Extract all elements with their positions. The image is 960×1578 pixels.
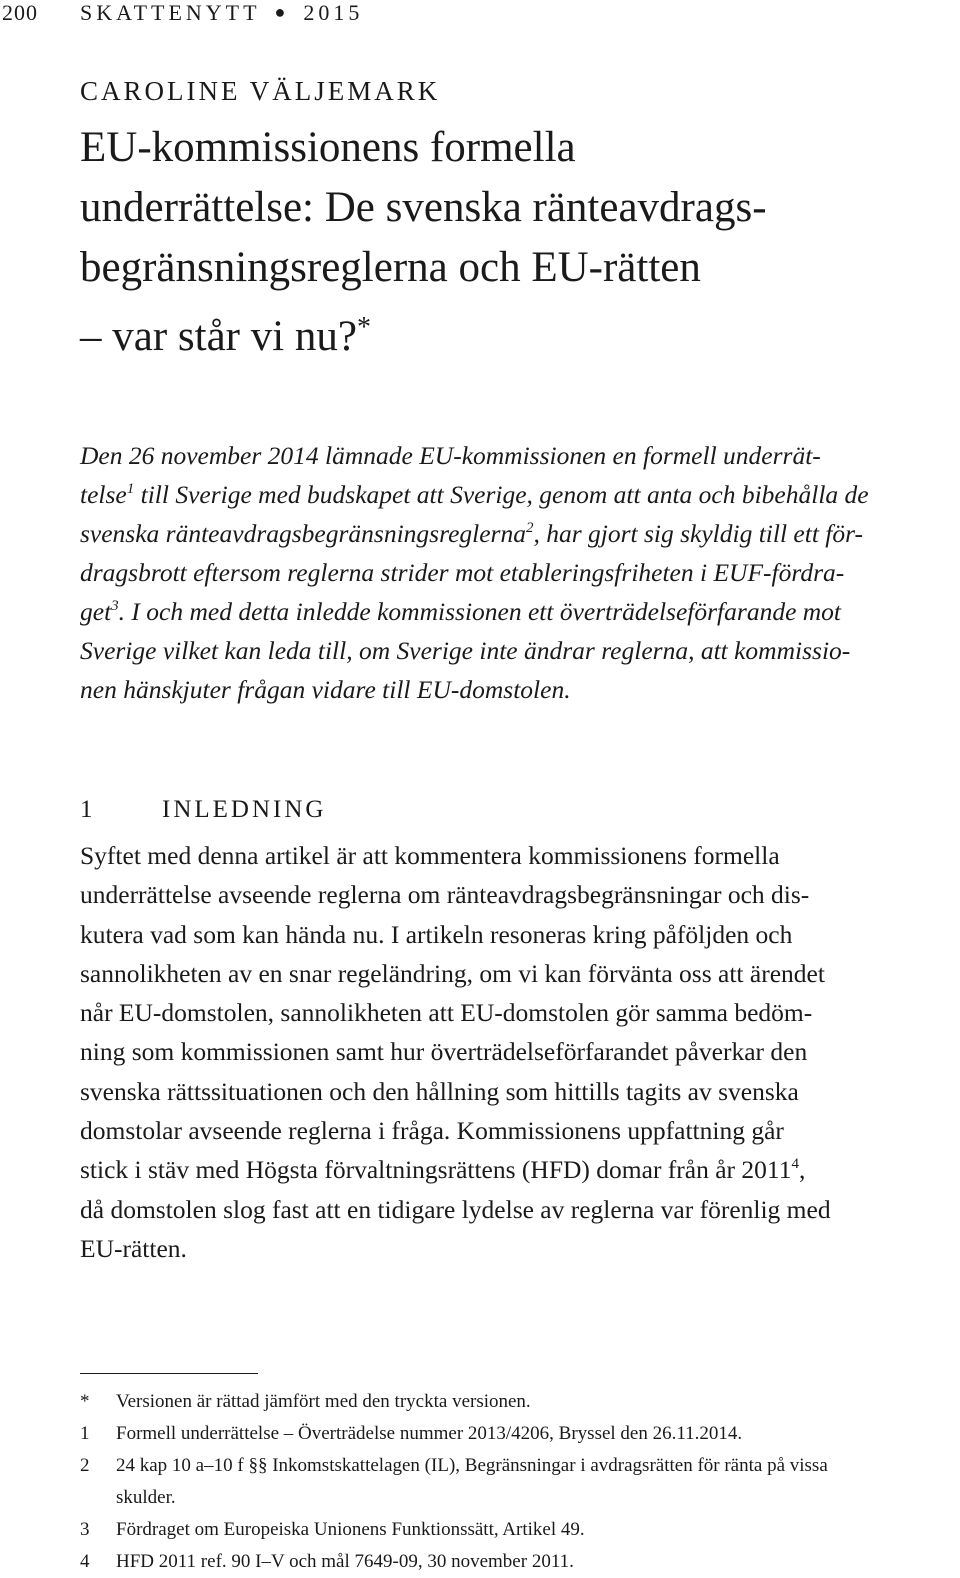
section-title: INLEDNING	[162, 796, 327, 823]
body-line: kutera vad som kan hända nu. I artikeln resoneras kring påföljden och	[80, 919, 793, 949]
footnote-item	[80, 1514, 955, 1546]
abstract-line	[80, 592, 955, 631]
abstract-line: nen hänskjuter frågan vidare till EU-domstolen.	[80, 675, 571, 704]
body-line: domstolar avseende reglerna i fråga. Kommissionens uppfattning går	[80, 1116, 784, 1146]
title-text: – var står vi nu?	[80, 313, 358, 360]
footnote-ref-4[interactable]: 4	[791, 1156, 799, 1173]
footnote-ref-1[interactable]: 1	[126, 481, 135, 497]
body-paragraph	[80, 836, 955, 1268]
abstract-line	[80, 514, 955, 553]
footnote-item	[80, 1418, 955, 1450]
footnote-text: Formell underrättelse – Överträdelse nummer 2013/4206, Bryssel den 26.11.2014.	[116, 1423, 743, 1444]
footnote-text: 24 kap 10 a–10 f §§ Inkomstskattelagen (IL), Begränsningar i avdragsrätten för ränta på vissa	[116, 1455, 828, 1476]
section-heading	[80, 796, 326, 824]
body-line: når EU-domstolen, sannolikheten att EU-domstolen gör samma bedöm-	[80, 998, 813, 1028]
journal-title: SKATTENYTT	[80, 0, 261, 25]
article-title	[80, 118, 940, 367]
title-line: EU-kommissionens formella	[80, 124, 576, 171]
body-line: underrättelse avseende reglerna om ränteavdragsbegränsningar och dis-	[80, 880, 810, 910]
abstract-line	[80, 475, 955, 514]
title-line: underrättelse: De svenska ränteavdrags-	[80, 184, 767, 231]
abstract-text: telse	[80, 480, 127, 509]
footnote-mark: 1	[80, 1423, 90, 1444]
abstract-text: till Sverige med budskapet att Sverige, genom att anta och bibehålla de	[134, 480, 869, 509]
page-number: 200	[2, 0, 38, 25]
footnote-mark: 3	[80, 1519, 90, 1540]
footnote-ref-2[interactable]: 2	[525, 520, 534, 536]
bullet-separator-icon: ●	[274, 2, 290, 22]
footnote-text: HFD 2011 ref. 90 I–V och mål 7649-09, 30 november 2011.	[116, 1551, 574, 1572]
footnote-item	[80, 1546, 955, 1578]
footnote-mark: 4	[80, 1551, 90, 1572]
section-number: 1	[80, 796, 96, 823]
abstract-text: svenska ränteavdragsbegränsningsreglerna	[80, 519, 526, 548]
footnote-item	[80, 1450, 955, 1514]
abstract-text: . I och med detta inledde kommissionen ett överträdelseförfarande mot	[118, 597, 842, 626]
body-line: sannolikheten av en snar regeländring, om vi kan förvänta oss att ärendet	[80, 958, 825, 988]
footnote-divider	[80, 1373, 258, 1374]
body-text: ,	[798, 1155, 806, 1185]
body-text: stick i stäv med Högsta förvaltningsrättens (HFD) domar från år 2011	[80, 1155, 792, 1185]
footnote-mark: 2	[80, 1455, 90, 1476]
asterisk-footnote-ref[interactable]: *	[357, 312, 372, 343]
body-line: ning som kommissionen samt hur överträdelseförfarandet påverkar den	[80, 1037, 808, 1067]
journal-year: 2015	[303, 0, 364, 25]
running-header	[0, 0, 960, 28]
body-line: då domstolen slog fast att en tidigare lydelse av reglerna var förenlig med	[80, 1194, 831, 1224]
footnote-ref-3[interactable]: 3	[111, 598, 119, 614]
abstract	[80, 436, 955, 709]
journal-name	[80, 0, 363, 26]
title-line-last	[80, 298, 940, 367]
body-line: Syftet med denna artikel är att kommentera kommissionens formella	[80, 841, 780, 870]
footnote-text-continuation: skulder.	[116, 1487, 176, 1508]
abstract-text: , har gjort sig skyldig till ett för-	[533, 519, 864, 548]
body-line: svenska rättssituationen och den hållning som hittills tagits av svenska	[80, 1076, 799, 1106]
footnote-mark: *	[80, 1391, 90, 1412]
footnotes	[80, 1386, 955, 1578]
body-line: EU-rätten.	[80, 1233, 187, 1263]
footnote-text: Versionen är rättad jämfört med den tryckta versionen.	[116, 1391, 531, 1412]
abstract-text: get	[80, 597, 112, 626]
author-name: CAROLINE VÄLJEMARK	[80, 76, 441, 106]
title-line: begränsningsreglerna och EU-rätten	[80, 244, 701, 291]
abstract-line: Den 26 november 2014 lämnade EU-kommissionen en formell underrät-	[80, 441, 821, 470]
footnote-text: Fördraget om Europeiska Unionens Funktionssätt, Artikel 49.	[116, 1519, 585, 1540]
body-line	[80, 1150, 955, 1189]
abstract-line: dragsbrott eftersom reglerna strider mot etableringsfriheten i EUF-fördra-	[80, 558, 845, 587]
footnote-item	[80, 1386, 955, 1418]
abstract-line: Sverige vilket kan leda till, om Sverige inte ändrar reglerna, att kommissio-	[80, 636, 851, 665]
